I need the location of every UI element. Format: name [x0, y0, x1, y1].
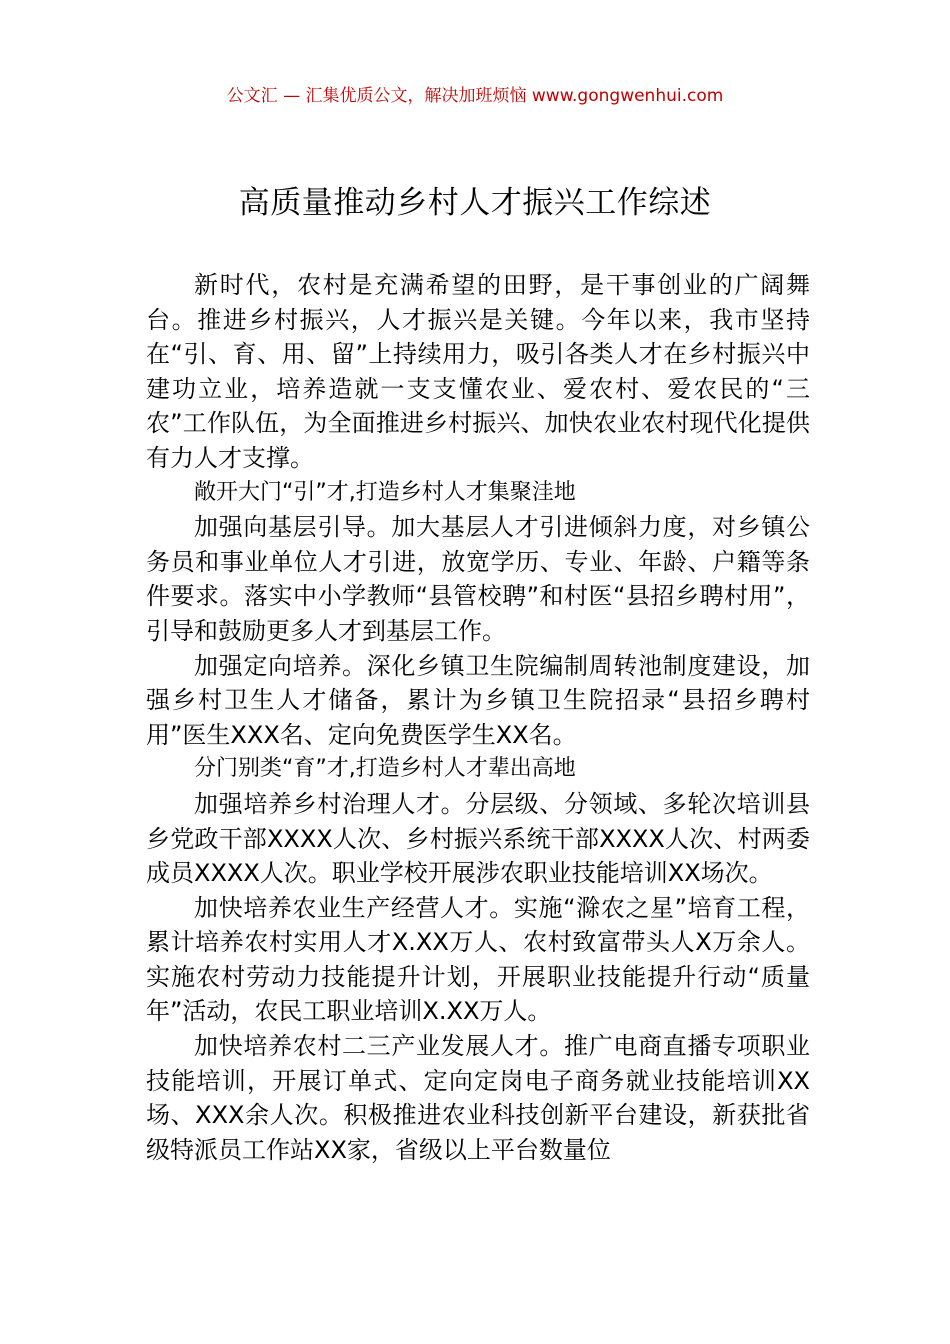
header-banner: 公文汇 — 汇集优质公文，解决加班烦恼 www.gongwenhui.com [226, 86, 724, 106]
section-heading-attract: 敞开大门“引”才,打造乡村人才集聚洼地 [194, 479, 576, 505]
paragraph-directed-training: 加强定向培养。深化乡镇卫生院编制周转池制度建设，加强乡村卫生人才储备，累计为乡镇卫生院招录“县招乡聘村用”医生XXX名、定向免费医学生XX名。 [146, 651, 810, 749]
paragraph-intro: 新时代，农村是充满希望的田野，是干事创业的广阔舞台。推进乡村振兴，人才振兴是关键。今年以来，我市坚持在“引、育、用、留”上持续用力，吸引各类人才在乡村振兴中建功立业，培养造就一支支懂农业、爱农村、爱农民的“三农”工作队伍，为全面推进乡村振兴、加快农业农村现代化提供有力人才支撑。 [146, 271, 810, 472]
document-title: 高质量推动乡村人才振兴工作综述 [238, 185, 712, 221]
paragraph-grassroots-guidance: 加强向基层引导。加大基层人才引进倾斜力度，对乡镇公务员和事业单位人才引进，放宽学历、专业、年龄、户籍等条件要求。落实中小学教师“县管校聘”和村医“县招乡聘村用”，引导和鼓励更多人才到基层工作。 [146, 513, 810, 645]
paragraph-industry-talent: 加快培养农村二三产业发展人才。推广电商直播专项职业技能培训，开展订单式、定向定岗电子商务就业技能培训XX场、XXX余人次。积极推进农业科技创新平台建设，新获批省级特派员工作站XX家，省级以上平台数量位 [146, 1032, 810, 1164]
paragraph-agricultural-talent: 加快培养农业生产经营人才。实施“滁农之星”培育工程，累计培养农村实用人才X.XX万人、农村致富带头人X万余人。实施农村劳动力技能提升计划，开展职业技能提升行动“质量年”活动，农民工职业培训X.XX万人。 [146, 893, 810, 1026]
document-body [146, 268, 810, 1167]
section-heading-cultivate: 分门别类“育”才,打造乡村人才辈出高地 [194, 756, 576, 782]
paragraph-governance-talent: 加强培养乡村治理人才。分层级、分领域、多轮次培训县乡党政干部XXXX人次、乡村振兴系统干部XXXX人次、村两委成员XXXX人次。职业学校开展涉农职业技能培训XX场次。 [146, 789, 810, 888]
